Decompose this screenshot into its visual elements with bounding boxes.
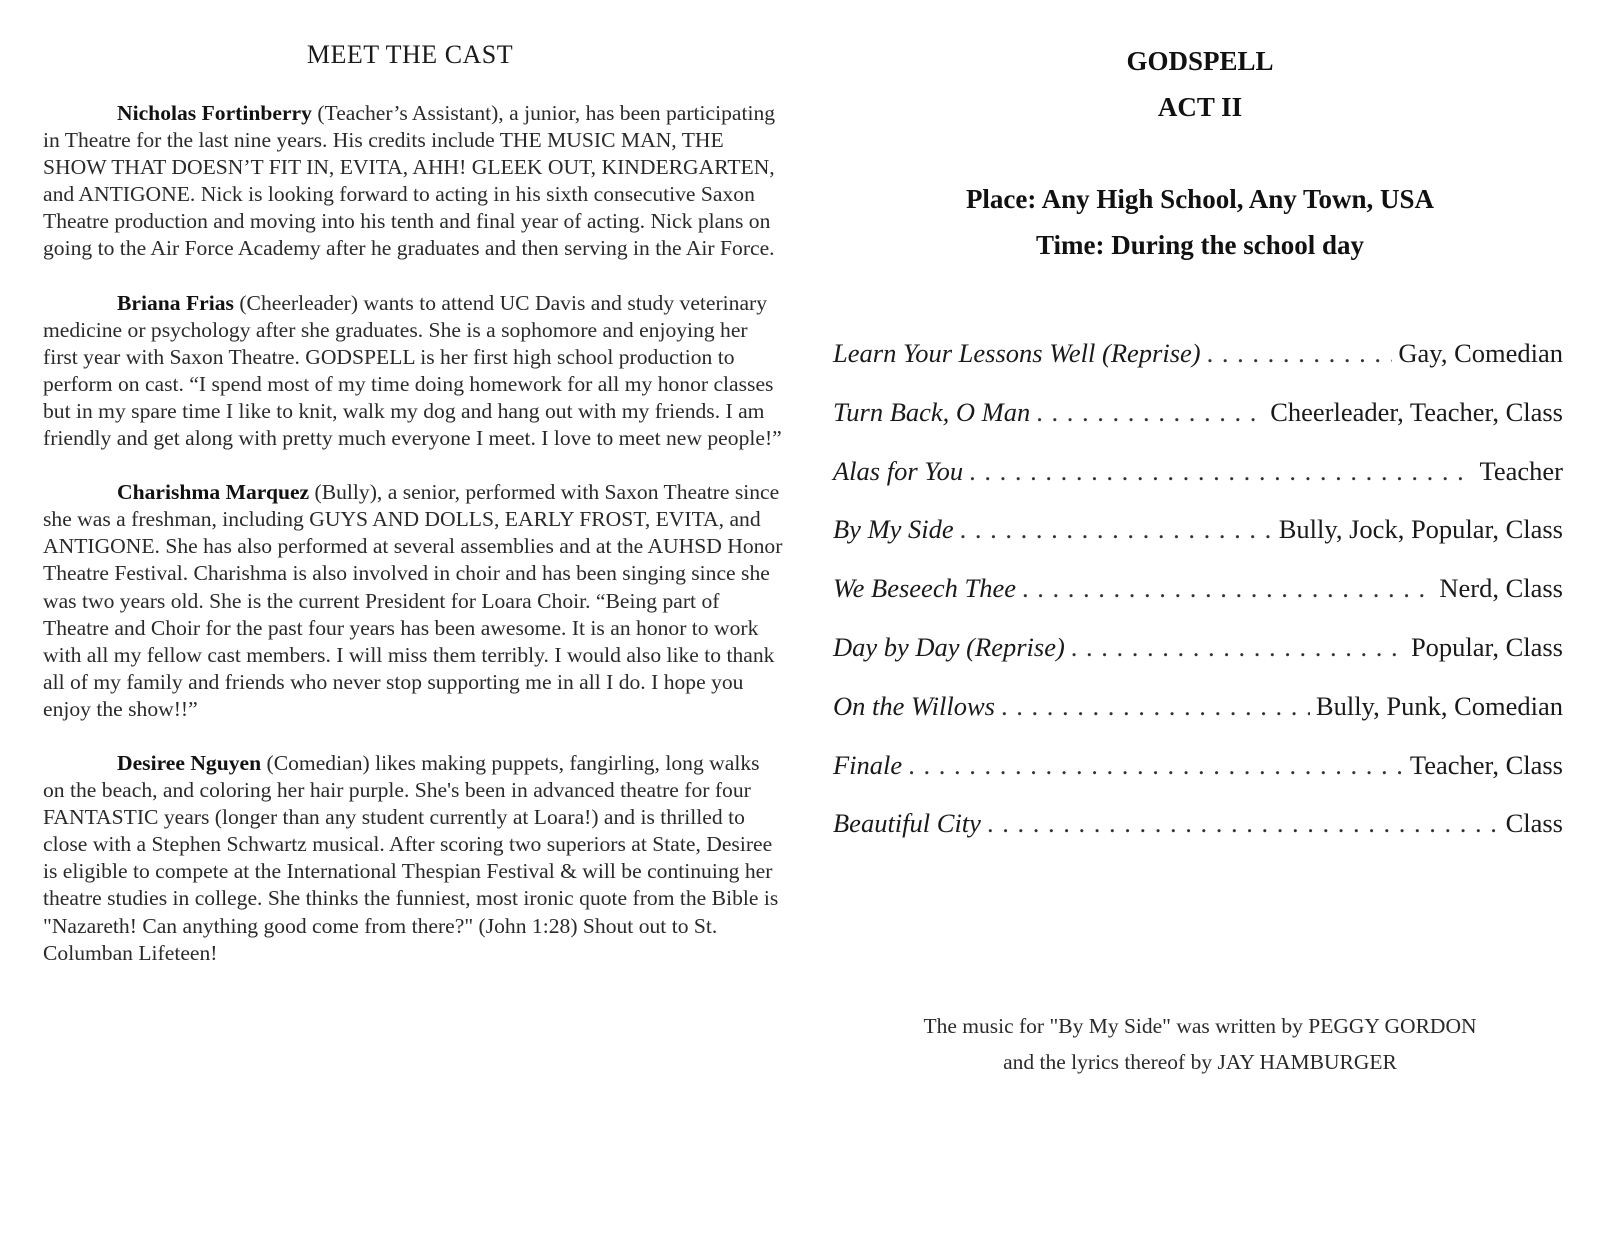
song-cast: Class [1505, 808, 1563, 839]
cast-bio-text: (Cheerleader) wants to attend UC Davis and study veterinary medicine or psychology after she graduates. She is a sophomore and enjoying her first year with Saxon Theatre. GODSPELL is her first high school production to perform on cast. “I spend most of my time doing homework for all my honor classes but in my spare time I like to knit, walk my dog and hang out with my friends. I am friendly and get along with pretty much everyone I meet. I love to meet new people!” [43, 290, 782, 451]
cast-member-name: Nicholas Fortinberry [117, 101, 312, 125]
time-line: Time: During the school day [1035, 230, 1365, 260]
song-cast: Teacher [1479, 455, 1563, 486]
dot-leader [908, 750, 1404, 781]
song-row [833, 750, 1563, 809]
cast-bio-text: (Comedian) likes making puppets, fangirling, long walks on the beach, and coloring her hair purple. She's been in advanced theatre for four FANTASTIC years (longer than any student currently at Loara!) and is thrilled to close with a Stephen Schwartz musical. After scoring two superiors at State, Desiree is eligible to compete at the International Thespian Festival & will be continuing her theatre studies in college. She thinks the funniest, most ironic quote from the Bible is "Nazareth! Can anything good come from there?" (John 1:28) Shout out to St. Columban Lifeteen! [43, 750, 779, 965]
cast-bio-text: (Bully), a senior, performed with Saxon Theatre since she was a freshman, including GUYS AND DOLLS, EARLY FROST, EVITA, and ANTIGONE. She has also performed at several assemblies and at the AUHSD Honor Theatre Festival. Charishma is also involved in choir and has been singing since she was two years old. She is the current President for Loara Choir. “Being part of Theatre and Choir for the past four years has been awesome. It is an honor to work with all my fellow cast members. I will miss them terribly. I would also like to thank all of my family and friends who never stop supporting me in all I do. I hope you enjoy the show!!” [43, 480, 783, 721]
dot-leader [1036, 397, 1264, 428]
song-title: Alas for You [833, 455, 964, 486]
cast-bio [43, 750, 783, 967]
dot-leader [1022, 573, 1433, 604]
dot-leader [987, 808, 1500, 839]
song-cast: Bully, Punk, Comedian [1315, 690, 1563, 721]
dot-leader [1207, 338, 1393, 369]
song-cast: Popular, Class [1410, 631, 1563, 662]
song-title: Turn Back, O Man [833, 396, 1031, 427]
song-title: Day by Day (Reprise) [833, 631, 1065, 662]
song-row [833, 397, 1563, 456]
song-row [833, 632, 1563, 691]
dot-leader [960, 514, 1273, 545]
song-cast: Bully, Jock, Popular, Class [1278, 514, 1563, 545]
cast-bio-text: (Teacher’s Assistant), a junior, has been participating in Theatre for the last nine years. His credits include THE MUSIC MAN, THE SHOW THAT DOESN’T FIT IN, EVITA, AHH! GLEEK OUT, KINDERGARTEN, and ANTIGONE. Nick is looking forward to acting in his sixth consecutive Saxon Theatre production and moving into his tenth and final year of acting. Nick plans on going to the Air Force Academy after he graduates and then serving in the Air Force. [43, 101, 776, 261]
song-cast: Teacher, Class [1409, 749, 1563, 780]
song-title: Finale [833, 749, 903, 780]
credit-line-lyrics: and the lyrics thereof by JAY HAMBURGER [1003, 1050, 1397, 1074]
song-title: By My Side [833, 514, 954, 545]
place-line: Place: Any High School, Any Town, USA [965, 184, 1435, 214]
song-title: Learn Your Lessons Well (Reprise) [833, 338, 1201, 368]
cast-bio [43, 100, 783, 263]
song-row [833, 338, 1563, 397]
act-title: ACT II [1157, 92, 1243, 122]
credit-line-music: The music for "By My Side" was written by PEGGY GORDON [923, 1014, 1477, 1038]
cast-member-name: Desiree Nguyen [117, 750, 262, 775]
cast-member-name: Charishma Marquez [117, 480, 310, 505]
song-row [833, 573, 1563, 632]
show-title: GODSPELL [1126, 46, 1274, 76]
song-title: Beautiful City [833, 808, 981, 839]
song-cast: Gay, Comedian [1398, 338, 1563, 368]
meet-the-cast-heading: MEET THE CAST [306, 40, 514, 69]
cast-bio [43, 479, 783, 723]
song-cast: Cheerleader, Teacher, Class [1270, 396, 1563, 427]
cast-bio [43, 290, 783, 453]
song-list [833, 338, 1563, 867]
song-cast: Nerd, Class [1439, 573, 1563, 604]
cast-bios [43, 100, 783, 994]
song-title: We Beseech Thee [833, 573, 1016, 604]
cast-member-name: Briana Frias [117, 290, 234, 315]
song-row [833, 691, 1563, 750]
song-row [833, 514, 1563, 573]
song-row [833, 456, 1563, 515]
song-title: On the Willows [833, 690, 995, 721]
dot-leader [1001, 691, 1310, 722]
song-row [833, 808, 1563, 867]
dot-leader [969, 456, 1473, 487]
music-credit-note [800, 1008, 1600, 1080]
dot-leader [1071, 632, 1405, 663]
